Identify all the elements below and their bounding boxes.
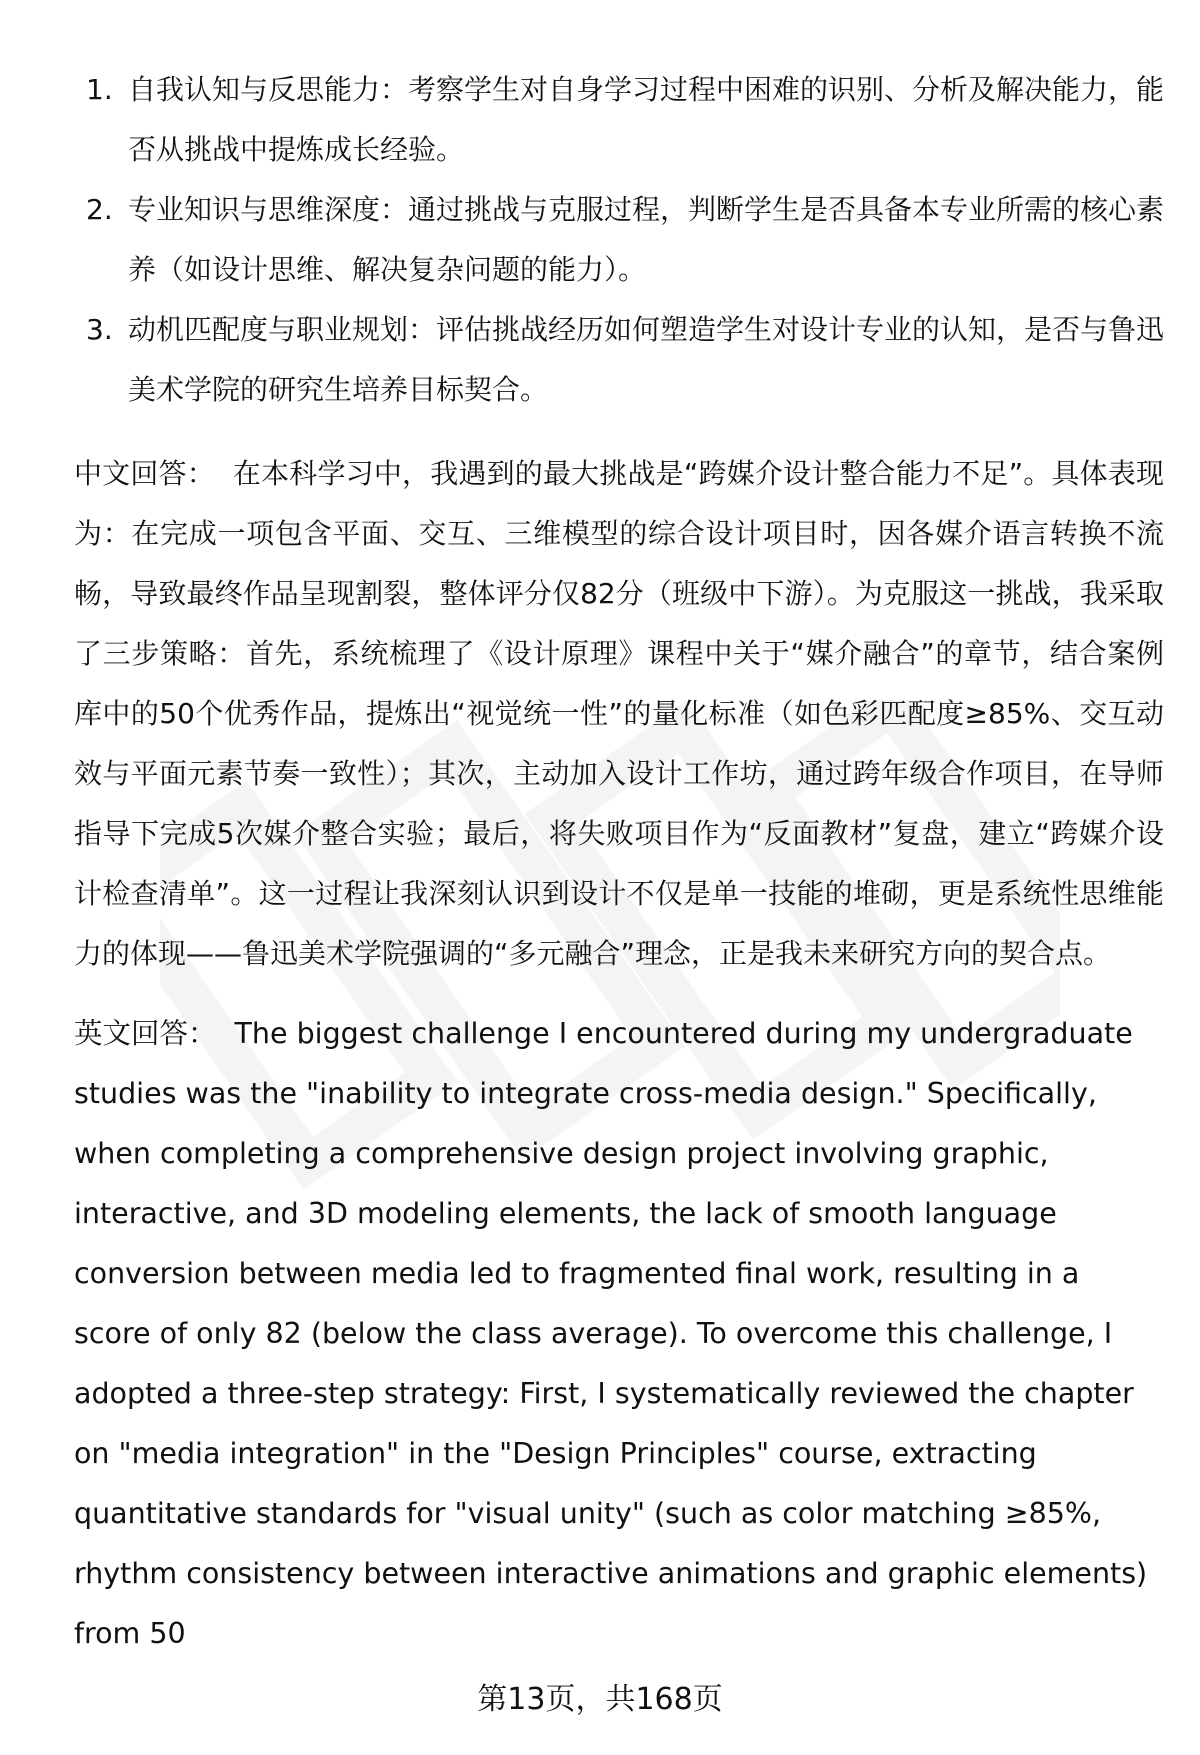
criteria-text: 专业知识与思维深度：通过挑战与克服过程，判断学生是否具备本专业所需的核心素养（如设计思维、解决复杂问题的能力）。 [128,193,1165,286]
content [74,60,1164,1664]
chinese-answer-text: 在本科学习中，我遇到的最大挑战是“跨媒介设计整合能力不足”。具体表现为：在完成一项包含平面、交互、三维模型的综合设计项目时，因各媒介语言转换不流畅，导致最终作品呈现割裂，整体评分仅82分（班级中下游）。为克服这一挑战，我采取了三步策略：首先，系统梳理了《设计原理》课程中关于“媒介融合”的章节，结合案例库中的50个优秀作品，提炼出“视觉统一性”的量化标准（如色彩匹配度≥85%、交互动效与平面元素节奏一致性）；其次，主动加入设计工作坊，通过跨年级合作项目，在导师指导下完成5次媒介整合实验；最后，将失败项目作为“反面教材”复盘，建立“跨媒介设计检查清单”。这一过程让我深刻认识到设计不仅是单一技能的堆砌，更是系统性思维能力的体现——鲁迅美术学院强调的“多元融合”理念，正是我未来研究方向的契合点。 [74,457,1164,970]
criteria-item [74,180,1164,300]
criteria-item [74,60,1164,180]
criteria-text: 动机匹配度与职业规划：评估挑战经历如何塑造学生对设计专业的认知，是否与鲁迅美术学院的研究生培养目标契合。 [128,313,1165,406]
criteria-text: 自我认知与反思能力：考察学生对自身学习过程中困难的识别、分析及解决能力，能否从挑战中提炼成长经验。 [128,73,1165,166]
criteria-number: 2. [86,193,113,226]
english-answer-text: The biggest challenge I encountered during my undergraduate studies was the "inability to integrate cross-media design." Specifically, when completing a comprehensive design project involving graphic, interactive, and 3D modeling elements, the lack of smooth language conversion between media led to fragmented final work, resulting in a score of only 82 (below the class average). To overcome this challenge, I adopted a three-step strategy: First, I systematically reviewed the chapter on "media integration" in the "Design Principles" course, extracting quantitative standards for "visual unity" (such as color matching ≥85%, rhythm consistency between interactive animations and graphic elements) from 50 [74,1017,1148,1650]
page-footer [0,1680,1200,1720]
chinese-answer [74,444,1164,984]
criteria-number: 3. [86,313,113,346]
english-answer [74,1004,1164,1664]
criteria-list [74,60,1164,420]
criteria-item [74,300,1164,420]
chinese-answer-label: 中文回答： [74,457,215,490]
english-answer-label: 英文回答： [74,1017,217,1050]
criteria-number: 1. [86,73,113,106]
page-number: 第13页，共168页 [477,1682,723,1717]
